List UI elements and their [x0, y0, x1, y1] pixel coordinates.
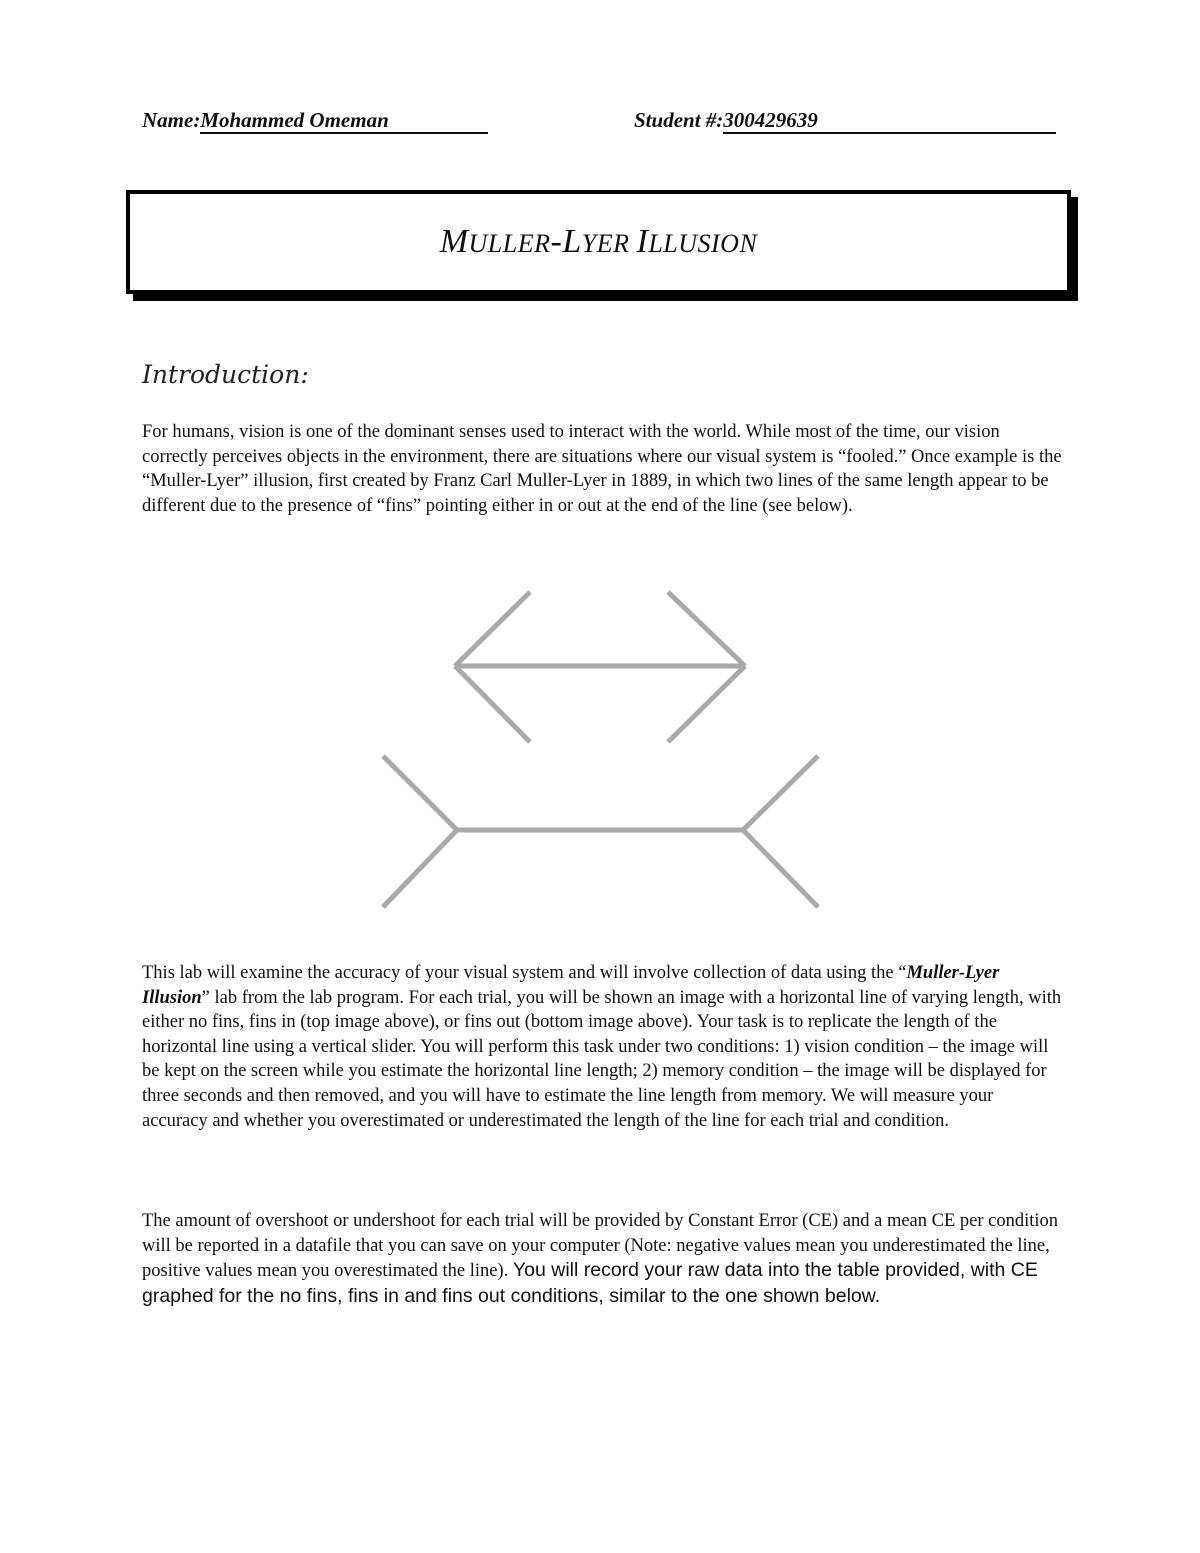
muller-lyer-illusion-figure	[370, 580, 830, 920]
title-part: YER	[581, 229, 637, 258]
name-label: Name:	[142, 108, 201, 132]
illusion-lines	[383, 592, 818, 907]
top-right-fin-lower	[668, 666, 745, 742]
intro-paragraph: For humans, vision is one of the dominant senses used to interact with the world. While most of the time, our vision correctly perceives objects in the environment, there are situations where our visual system is “fooled.” Once example is the “Muller-Lyer” illusion, first created by Franz Carl Muller-Lyer in 1889, in which two lines of the same length appear to be different due to the presence of “fins” pointing either in or out at the end of the line (see below).	[142, 422, 1062, 516]
title-part: ULLER	[468, 229, 551, 258]
title-part: L	[562, 223, 582, 260]
lab-name: Muller-Lyer Illusion	[142, 963, 1000, 1008]
top-left-fin-upper	[455, 592, 530, 666]
top-right-fin-upper	[668, 592, 745, 666]
page-title	[440, 223, 758, 261]
lab-text-start: This lab will examine the accuracy of your visual system and will involve collection of data using the “	[142, 963, 907, 983]
ce-text-start: The amount of overshoot or undershoot for each trial will be provided by Constant Error (CE) and a mean CE per condition will be reported in a datafile that you can save on your computer (Note: negative values mean you underestimated the line, positive values mean you overestimated the line).	[142, 1211, 1059, 1282]
name-field	[142, 108, 488, 134]
ce-text-tail: You will record your raw data into the table provided, with CE graphed for the no fins, fins in and fins out conditions, similar to the one shown below.	[142, 1259, 1038, 1307]
bottom-right-fin-upper	[743, 756, 818, 830]
title-part: LLUSION	[648, 229, 758, 258]
title-box	[126, 190, 1071, 294]
introduction-heading: Introduction:	[142, 360, 309, 389]
title-part: M	[439, 223, 469, 260]
name-value: Mohammed Omeman	[200, 108, 488, 134]
title-part: I	[636, 223, 649, 260]
lab-text-rest: ” lab from the lab program. For each trial, you will be shown an image with a horizontal line of varying length, with either no fins, fins in (top image above), or fins out (bottom image above). Your task is to replicate the length of the horizontal line using a vertical slider. You will perform this task under two conditions: 1) vision condition – the image will be kept on the screen while you estimate the horizontal line length; 2) memory condition – the image will be displayed for three seconds and then removed, and you will have to estimate the line length from memory. We will measure your accuracy and whether you overestimated or underestimated the length of the line for each trial and condition.	[142, 987, 1062, 1131]
student-number-value: 300429639	[723, 108, 1056, 134]
student-number-label: Student #:	[634, 108, 724, 132]
lab-description-paragraph	[142, 961, 1062, 1133]
bottom-left-fin-lower	[383, 830, 457, 907]
constant-error-paragraph	[142, 1209, 1062, 1309]
bottom-right-fin-lower	[743, 830, 818, 907]
top-left-fin-lower	[455, 666, 530, 742]
student-number-field	[634, 108, 1056, 134]
bottom-left-fin-upper	[383, 756, 457, 830]
title-part: -	[550, 223, 563, 260]
student-header	[142, 108, 1072, 136]
